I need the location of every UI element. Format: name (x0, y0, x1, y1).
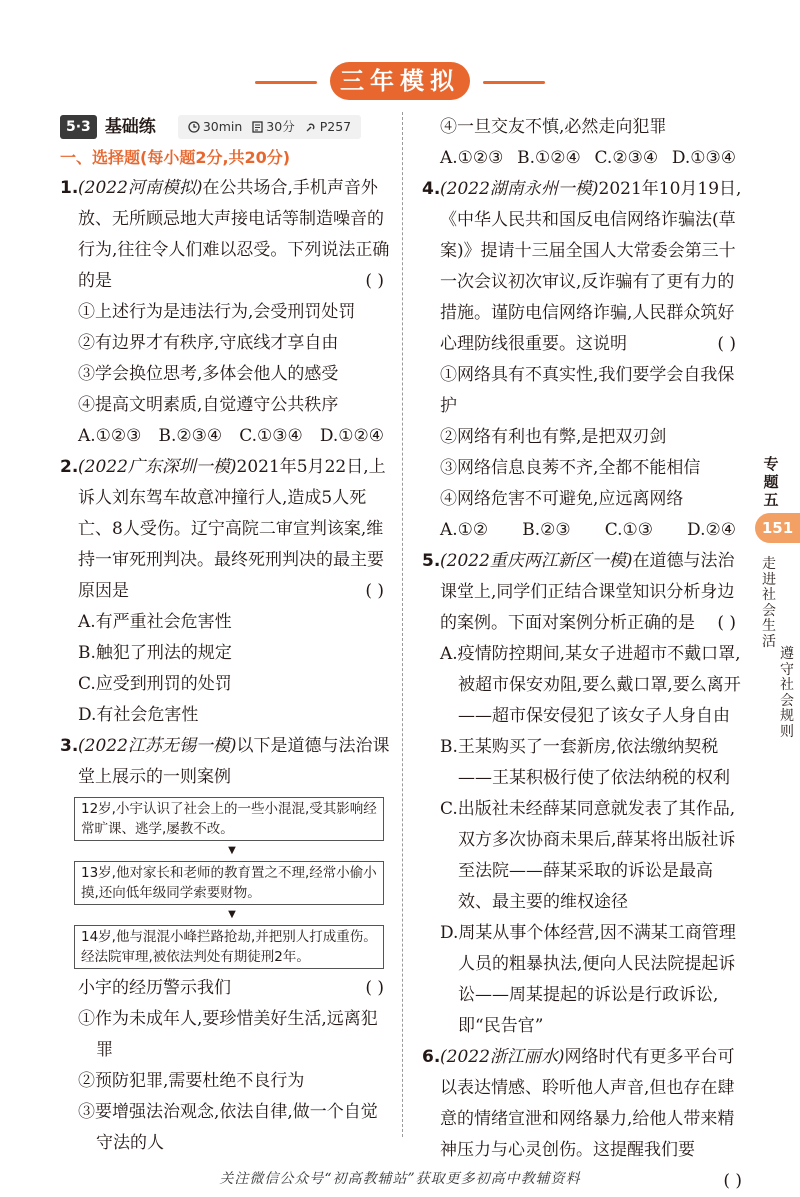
question-source: (2022河南模拟) (78, 178, 203, 198)
option-a: A.疫情防控期间,某女子进超市不戴口罩,被超市保安劝阻,要么戴口罩,要么离开——超市保安侵犯了该女子人身自由 (440, 644, 741, 726)
statement-item: ①网络具有不真实性,我们要学会自我保护 (440, 365, 735, 416)
option-d: D.有社会危害性 (78, 705, 199, 725)
chapter-sidebar (755, 455, 800, 815)
question-number: 1. (60, 178, 79, 198)
answer-blank: ( ) (723, 1171, 742, 1191)
statement-item: ③要增强法治观念,依法自律,做一个自觉守法的人 (78, 1102, 378, 1153)
case-box-1: 12岁,小宇认识了社会上的一些小混混,受其影响经常旷课、逃学,屡教不改。 (74, 797, 384, 841)
question-source: (2022重庆两江新区一模) (440, 551, 633, 571)
question-3-continued (422, 112, 742, 174)
option-c: C.①③④ (239, 426, 303, 446)
question-stem: 2021年10月19日,《中华人民共和国反电信网络诈骗法(草案)》提请十三届全国人大常委会第三十一次会议初次审议,反诈骗有了更有力的措施。谨防电信网络诈骗,人民群众筑好心理防线很重要。这说明 (440, 179, 742, 354)
exercise-header (60, 112, 390, 142)
exercise-title: 基础练 (104, 116, 156, 137)
section-title: 一、选择题(每小题2分,共20分) (60, 148, 291, 167)
option-c: C.出版社未经薛某同意就发表了其作品,双方多次协商未果后,薛某将出版社诉至法院——薛某采取的诉讼是最高效、最主要的维权途径 (440, 799, 736, 912)
option-a: A.①②③ (78, 426, 142, 446)
topic-label: 专题五 (763, 455, 779, 509)
question-prompt: 小宇的经历警示我们 (78, 978, 231, 998)
exercise-meta (178, 115, 361, 139)
option-b: B.②③ (522, 520, 571, 540)
option-a: A.有严重社会危害性 (78, 612, 232, 632)
time-limit: 30min (202, 119, 243, 134)
statement-item: ④提高文明素质,自觉遵守公共秩序 (78, 395, 339, 415)
brand-logo: 5·3 (60, 115, 97, 139)
statement-item: ④一旦交友不慎,必然走向犯罪 (440, 117, 667, 137)
option-a: A.①② (440, 520, 489, 540)
arrow-down-icon: ▼ (228, 909, 236, 920)
question-3-prompt (60, 973, 390, 1159)
statement-item: ③学会换位思考,多体会他人的感受 (78, 364, 339, 384)
question-source: (2022江苏无锡一模) (78, 736, 237, 756)
score-info (252, 115, 294, 139)
statement-item: ④网络危害不可避免,应远离网络 (440, 489, 684, 509)
option-c: C.②③④ (594, 148, 659, 168)
answer-blank: ( ) (717, 613, 736, 633)
option-b: B.王某购买了一套新房,依法缴纳契税——王某积极行使了依法纳税的权利 (440, 737, 730, 788)
answer-blank: ( ) (717, 334, 736, 354)
statement-item: ②有边界才有秩序,守底线才享自由 (78, 333, 339, 353)
question-2 (60, 452, 390, 731)
question-number: 2. (60, 457, 79, 477)
answer-page-ref: P257 (319, 119, 352, 134)
question-stem: 2021年5月22日,上诉人刘东驾车故意冲撞行人,造成5人死亡、8人受伤。辽宁高院二审宣判该案,维持一审死刑判决。最终死刑判决的最主要原因是 (78, 457, 386, 601)
banner-title: 三年模拟 (330, 62, 470, 100)
right-column (422, 112, 742, 1197)
banner-left-rule (255, 81, 317, 84)
chapter-title-2: 遵守社会规则 (780, 646, 794, 740)
question-source: (2022浙江丽水) (440, 1047, 565, 1067)
time-info (188, 115, 242, 139)
question-stem: 在道德与法治课堂上,同学们正结合课堂知识分析身边的案例。下面对案例分析正确的是 (440, 551, 735, 633)
left-column (60, 112, 390, 1159)
option-b: B.①②④ (517, 148, 581, 168)
footer-note: 关注微信公众号“初高教辅站”获取更多初高中教辅资料 (219, 1171, 581, 1187)
statement-item: ②预防犯罪,需要杜绝不良行为 (78, 1071, 305, 1091)
question-3 (60, 731, 390, 793)
answer-blank: ( ) (365, 581, 384, 601)
answer-options (440, 143, 742, 174)
question-number: 3. (60, 736, 79, 756)
answer-blank: ( ) (365, 978, 384, 998)
answer-blank: ( ) (365, 271, 384, 291)
question-number: 5. (422, 551, 441, 571)
question-source: (2022广东深圳一模) (78, 457, 237, 477)
question-stem: 以下是道德与法治课堂上展示的一则案例 (78, 736, 390, 787)
clock-icon (188, 121, 200, 133)
link-icon (305, 121, 317, 133)
page-ref-info (305, 115, 351, 139)
column-divider (402, 112, 403, 1137)
document-icon (252, 121, 263, 133)
answer-options (440, 515, 742, 546)
answer-options (78, 421, 390, 452)
arrow-down-icon: ▼ (228, 845, 236, 856)
option-b: B.②③④ (158, 426, 223, 446)
case-box-3: 14岁,他与混混小峰拦路抢劫,并把别人打成重伤。经法院审理,被依法判处有期徒刑2年。 (74, 925, 384, 969)
chapter-title-1: 走进社会生活 (762, 556, 776, 650)
option-c: C.应受到刑罚的处罚 (78, 674, 232, 694)
option-d: D.周某从事个体经营,因不满某工商管理人员的粗暴执法,便向人民法院提起诉讼——周某提起的诉讼是行政诉讼,即“民告官” (440, 923, 736, 1036)
question-4 (422, 174, 742, 546)
option-d: D.②④ (687, 520, 736, 540)
statement-item: ③网络信息良莠不齐,全都不能相信 (440, 458, 701, 478)
question-stem: 在公共场合,手机声音外放、无所顾忌地大声接电话等制造噪音的行为,往往令人们难以忍受。下列说法正确的是 (78, 178, 390, 291)
question-1 (60, 173, 390, 452)
question-stem: 网络时代有更多平台可以表达情感、聆听他人声音,但也存在肆意的情绪宣泄和网络暴力,给他人带来精神压力与心灵创伤。这提醒我们要 (440, 1047, 735, 1160)
statement-item: ①上述行为是违法行为,会受刑罚处罚 (78, 302, 356, 322)
option-a: A.①②③ (440, 148, 504, 168)
question-number: 4. (422, 179, 441, 199)
case-box-2: 13岁,他对家长和老师的教育置之不理,经常小偷小摸,还向低年级同学索要财物。 (74, 861, 384, 905)
option-d: D.①②④ (319, 426, 384, 446)
question-source: (2022湖南永州一模) (440, 179, 599, 199)
option-d: D.①③④ (671, 148, 736, 168)
banner-right-rule (483, 81, 545, 84)
section-banner (255, 62, 545, 102)
statement-item: ②网络有利也有弊,是把双刃剑 (440, 427, 667, 447)
page-number-tab: 151 (755, 513, 800, 543)
question-number: 6. (422, 1047, 441, 1067)
option-b: B.触犯了刑法的规定 (78, 643, 232, 663)
question-5 (422, 546, 742, 1042)
score-total: 30分 (266, 119, 295, 134)
option-c: C.①③ (604, 520, 653, 540)
statement-item: ①作为未成年人,要珍惜美好生活,远离犯罪 (78, 1009, 378, 1060)
